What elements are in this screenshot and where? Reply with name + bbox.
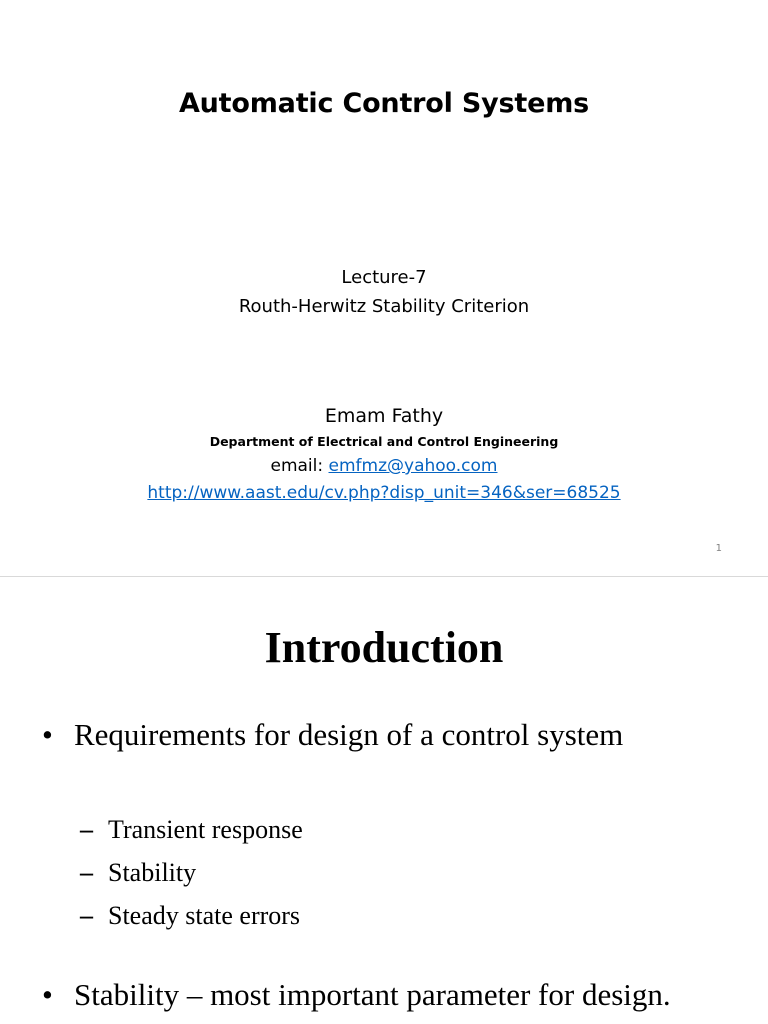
bullet-text: Requirements for design of a control system [74,717,624,752]
lecture-subtitle: Routh-Herwitz Stability Criterion [238,296,530,317]
sub-list-item [80,815,303,845]
bullet-item [42,717,623,753]
slide-introduction [0,577,768,1024]
bullet-item [42,977,671,1013]
dash-icon: – [80,901,93,930]
slide-title-heading: Automatic Control Systems [178,88,590,119]
sub-item-text: Stability [108,858,197,887]
bullet-icon: • [42,717,53,752]
department-name: Department of Electrical and Control Engineering [209,434,559,449]
sub-item-text: Steady state errors [108,901,301,930]
sub-item-text: Transient response [108,815,303,844]
lecture-number: Lecture-7 [341,267,427,288]
dash-icon: – [80,858,93,887]
email-label: email: [270,456,329,476]
bullet-icon: • [42,977,53,1012]
author-name: Emam Fathy [324,405,444,427]
email-line [0,456,768,476]
sub-list-item [80,901,300,931]
introduction-heading: Introduction [264,623,504,672]
bullet-text: Stability – most important parameter for design. [74,977,671,1012]
email-link[interactable]: emfmz@yahoo.com [328,456,498,476]
url-line [0,483,768,503]
dash-icon: – [80,815,93,844]
profile-url-link[interactable]: http://www.aast.edu/cv.php?disp_unit=346&ser=68525 [147,483,621,503]
sub-list-item [80,858,196,888]
slide-number: 1 [715,543,722,554]
